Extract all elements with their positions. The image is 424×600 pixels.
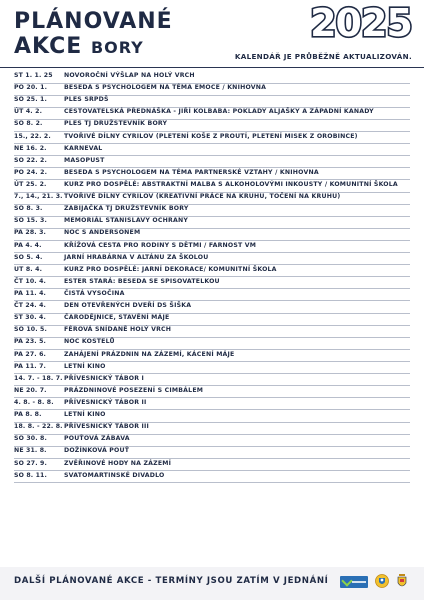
event-date: ÚT 25. 2. — [14, 180, 47, 188]
event-row — [14, 446, 410, 458]
header-divider — [0, 67, 424, 68]
event-row — [14, 410, 410, 422]
event-row — [14, 95, 410, 107]
event-title: ZABIJAČKA TJ DRUŽSTEVNÍK BORY — [64, 205, 189, 213]
event-title: SVATOMARTINSKÉ DIVADLO — [64, 471, 165, 479]
event-row — [14, 156, 410, 168]
event-title: PLES SRPDŠ — [64, 96, 109, 104]
event-title: MASOPUST — [64, 156, 105, 164]
event-title: LETNÍ KINO — [64, 411, 106, 419]
event-date: SO 5. 4. — [14, 253, 43, 261]
event-date: SO 22. 2. — [14, 156, 47, 164]
crest-logo-2 — [396, 572, 408, 590]
event-title: POUŤOVÁ ZÁBAVA — [64, 435, 130, 443]
event-date: SO 10. 5. — [14, 326, 47, 334]
event-date: NE 20. 7. — [14, 386, 47, 394]
event-title: PŘÍVESNICKÝ TÁBOR I — [64, 374, 145, 382]
event-date: SO 25. 1. — [14, 96, 47, 104]
event-date: 7., 14., 21. 3. — [14, 193, 63, 201]
event-title: BESEDA S PSYCHOLOGEM NA TÉMA EMOCE / KNIHOVNA — [64, 84, 267, 92]
event-date: 4. 8. - 8. 8. — [14, 398, 54, 406]
event-row — [14, 168, 410, 180]
event-title: TVOŘIVÉ DÍLNY CYRILOV (KREATIVNÍ PRÁCE NA KRUHU, TOČENÍ NA KRUHU) — [64, 193, 341, 201]
event-row — [14, 241, 410, 253]
event-date: PA 27. 6. — [14, 350, 47, 358]
event-title: TVOŘIVÉ DÍLNY CYRILOV (PLETENÍ KOŠE Z PROUTÍ, PLETENÍ MISEK Z OROBINCE) — [64, 132, 358, 140]
event-date: PA 4. 4. — [14, 241, 42, 249]
event-date: PA 8. 8. — [14, 411, 42, 419]
subtitle: KALENDÁŘ JE PRŮBĚŽNĚ AKTUALIZOVÁN. — [234, 52, 412, 61]
event-row — [14, 374, 410, 386]
event-title: DOŽÍNKOVÁ POUŤ — [64, 447, 130, 455]
event-title: KURZ PRO DOSPĚLÉ: ABSTRAKTNÍ MALBA S ALKOHOLOVÝMI INKOUSTY / KOMUNITNÍ ŠKOLA — [64, 180, 398, 188]
event-date: ÚT 4. 2. — [14, 108, 43, 116]
event-row — [14, 362, 410, 374]
event-date: SO 8. 2. — [14, 120, 43, 128]
event-title: CESTOVATELSKÁ PŘEDNÁŠKA - JIŘÍ KOLBABA: POKLADY ALJAŠKY A ZÁPADNÍ KANADY — [64, 108, 374, 116]
event-date: NE 31. 8. — [14, 447, 47, 455]
row-divider — [14, 482, 410, 483]
event-row — [14, 386, 410, 398]
event-date: SO 27. 9. — [14, 459, 47, 467]
event-row — [14, 471, 410, 483]
event-row — [14, 71, 410, 83]
event-list — [14, 71, 410, 483]
event-row — [14, 265, 410, 277]
event-row — [14, 119, 410, 131]
event-title: ZVĚŘINOVÉ HODY NA ZÁZEMÍ — [64, 459, 172, 467]
event-row — [14, 313, 410, 325]
event-date: PA 23. 5. — [14, 338, 47, 346]
event-row — [14, 132, 410, 144]
footer-text: DALŠÍ PLÁNOVANÉ AKCE - TERMÍNY JSOU ZATÍM V JEDNÁNÍ — [14, 576, 329, 586]
event-row — [14, 398, 410, 410]
event-row — [14, 277, 410, 289]
event-date: NE 16. 2. — [14, 144, 47, 152]
event-date: ST 1. 1. 25 — [14, 72, 53, 79]
event-row — [14, 434, 410, 446]
check-icon — [341, 575, 352, 586]
event-date: PA 28. 3. — [14, 229, 47, 237]
event-title: MEMORIÁL STANISLAVY OCHRANY — [64, 217, 188, 225]
event-title: DEN OTEVŘENÝCH DVEŘÍ DS ŠIŠKA — [64, 302, 192, 310]
event-title: JARNÍ HRABÁRNA V ALTÁNU ZA ŠKOLOU — [64, 253, 209, 261]
event-row — [14, 180, 410, 192]
event-title: PRÁZDNINOVÉ POSEZENÍ S CIMBÁLEM — [64, 386, 204, 394]
page-title-line2 — [14, 35, 144, 60]
logo-bar — [352, 581, 366, 583]
event-title: FÉROVÁ SNÍDANĚ HOLÝ VRCH — [64, 326, 172, 334]
event-date: PO 20. 1. — [14, 84, 48, 92]
event-date: UT 8. 4. — [14, 265, 43, 273]
event-title: ESTER STARÁ: BESEDA SE SPISOVATELKOU — [64, 277, 220, 285]
event-row — [14, 192, 410, 204]
event-title: PŘÍVESNICKÝ TÁBOR II — [64, 398, 147, 406]
event-date: ČT 24. 4. — [14, 302, 47, 310]
event-date: 14. 7. - 18. 7. — [14, 374, 63, 382]
event-title: NOC KOSTELŮ — [64, 338, 115, 346]
year-heading — [306, 0, 416, 52]
event-row — [14, 422, 410, 434]
event-row — [14, 253, 410, 265]
event-title: NOC S ANDERSONEM — [64, 229, 141, 237]
event-date: SO 15. 3. — [14, 217, 47, 225]
page-title: PLÁNOVANÉ — [14, 9, 173, 34]
event-date: PA 11. 4. — [14, 289, 47, 297]
year-text: 2025 — [310, 1, 412, 45]
event-title: ČARODĚJNICE, STAVĚNÍ MÁJE — [64, 314, 170, 322]
event-date: 15., 22. 2. — [14, 132, 51, 140]
title-place: BORY — [90, 38, 144, 57]
event-row — [14, 216, 410, 228]
event-row — [14, 337, 410, 349]
event-row — [14, 144, 410, 156]
crest-logo — [375, 573, 389, 589]
event-date: ST 30. 4. — [14, 314, 46, 322]
event-date: PA 11. 7. — [14, 362, 47, 370]
event-date: PO 24. 2. — [14, 168, 48, 176]
event-title: KURZ PRO DOSPĚLÉ: JARNÍ DEKORACE/ KOMUNITNÍ ŠKOLA — [64, 265, 277, 273]
event-title: NOVOROČNÍ VÝŠLAP NA HOLÝ VRCH — [64, 72, 195, 79]
event-row — [14, 325, 410, 337]
footer — [0, 567, 424, 600]
event-row — [14, 289, 410, 301]
event-date: ČT 10. 4. — [14, 277, 47, 285]
event-row — [14, 228, 410, 240]
event-title: PŘÍVESNICKÝ TÁBOR III — [64, 423, 150, 431]
event-date: SO 30. 8. — [14, 435, 47, 443]
event-row — [14, 301, 410, 313]
event-title: ČISTÁ VYSOČINA — [64, 289, 125, 297]
title-akce: AKCE — [14, 34, 83, 59]
event-title: PLES TJ DRUŽSTEVNÍK BORY — [64, 120, 168, 128]
event-date: SO 8. 11. — [14, 471, 47, 479]
event-row — [14, 204, 410, 216]
event-date: SO 8. 3. — [14, 205, 43, 213]
event-date: 18. 8. - 22. 8. — [14, 423, 63, 431]
event-row — [14, 107, 410, 119]
event-title: KARNEVAL — [64, 144, 103, 152]
event-row — [14, 350, 410, 362]
event-row — [14, 459, 410, 471]
partner-logo — [340, 576, 368, 588]
event-title: KŘÍŽOVÁ CESTA PRO RODINY S DĚTMI / FARNOST VM — [64, 241, 257, 249]
event-title: BESEDA S PSYCHOLOGEM NA TÉMA PARTNERSKÉ VZTAHY / KNIHOVNA — [64, 168, 319, 176]
event-title: LETNÍ KINO — [64, 362, 106, 370]
event-row — [14, 83, 410, 95]
event-title: ZAHÁJENÍ PRÁZDNIN NA ZÁZEMÍ, KÁCENÍ MÁJE — [64, 350, 235, 358]
